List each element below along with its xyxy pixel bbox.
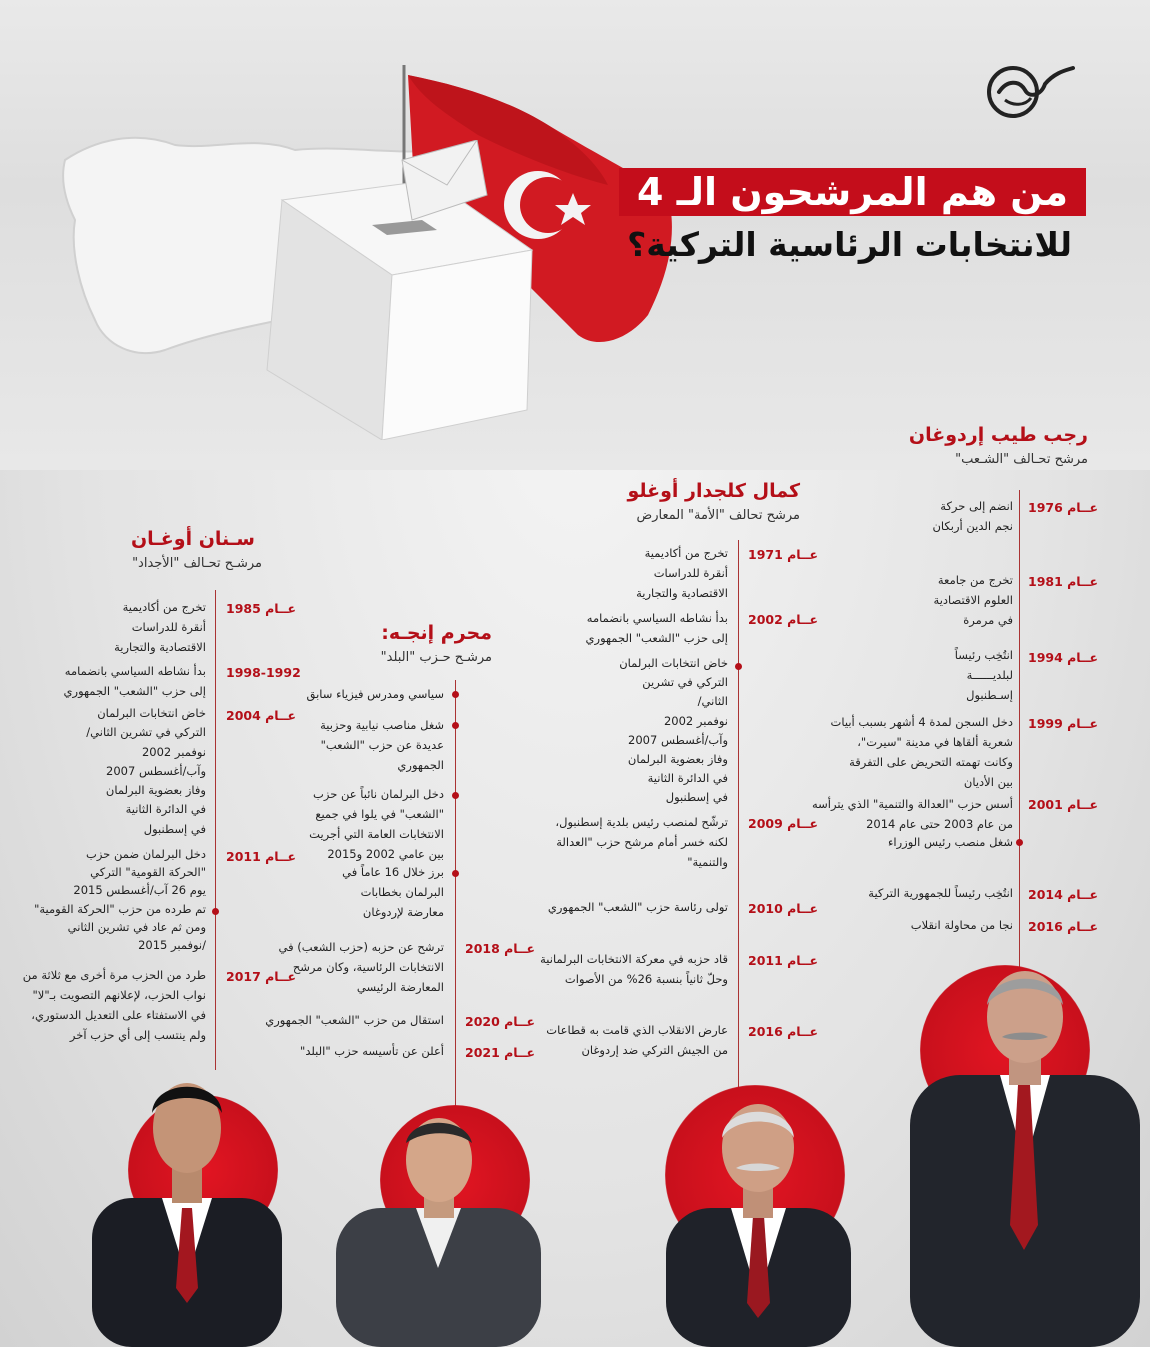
timeline-line-erdogan <box>1019 490 1020 970</box>
ballot-box <box>262 140 542 440</box>
timeline-line-ogan <box>215 590 216 1070</box>
timeline-year: عــام 2020 <box>465 1014 536 1029</box>
timeline-event: بدأ نشاطه السياسي بانضمامه إلى حزب "الشعب" الجمهوري <box>585 611 728 645</box>
timeline-event: برز خلال 16 عاماً في البرلمان بخطابات معارضة لإردوغان <box>342 865 444 919</box>
timeline-year: عــام 1985 <box>226 601 297 616</box>
timeline-year: عــام 1994 <box>1028 650 1099 665</box>
timeline-event: خاض انتخابات البرلمان التركي في تشرين الثاني/ نوفمبر 2002 وآب/أغسطس 2007 وفاز بعضوية البرلمان في الدائرة الثانية في إسطنبول <box>86 706 206 836</box>
timeline-year: عــام 2001 <box>1028 797 1099 812</box>
timeline-event: ترشّح لمنصب رئيس بلدية إسطنبول، لكنه خسر أمام مرشح حزب "العدالة والتنمية" <box>555 815 728 869</box>
portrait-ogan <box>92 1068 282 1347</box>
timeline-line-ince <box>455 680 456 1110</box>
timeline-year: عــام 2014 <box>1028 887 1099 902</box>
timeline-event: دخل البرلمان ضمن حزب "الحركة القومية" التركي يوم 26 آب/أغسطس 2015 <box>73 847 206 897</box>
timeline-dot <box>452 870 459 877</box>
timeline-year: عــام 2021 <box>465 1045 536 1060</box>
timeline-year: عــام 2002 <box>748 612 819 627</box>
timeline-year: عــام 1971 <box>748 547 819 562</box>
timeline-event: دخل السجن لمدة 4 أشهر بسبب أبيات شعرية ألقاها في مدينة "سيرت"، وكانت تهمته التحريض على التفرقة بين الأديان <box>830 715 1013 789</box>
timeline-event: تخرج من جامعة العلوم الاقتصادية في مرمرة <box>933 573 1013 627</box>
timeline-event: انتُخِب رئيساً للجمهورية التركية <box>868 886 1013 900</box>
timeline-event: دخل البرلمان نائباً عن حزب "الشعب" في يلوا في جميع الانتخابات العامة التي أجريت بين عامي 2002 و2015 <box>309 787 444 861</box>
timeline-event: ترشح عن حزبه (حزب الشعب) في الانتخابات الرئاسية، وكان مرشح المعارضة الرئيسي <box>278 940 444 994</box>
timeline-dot <box>735 663 742 670</box>
candidate-name-ince: محرم إنجـه: <box>381 622 492 644</box>
timeline-year: عــام 2017 <box>226 969 297 984</box>
timeline-dot <box>1016 839 1023 846</box>
timeline-event: نجا من محاولة انقلاب <box>910 918 1013 932</box>
candidate-subtitle-kilicdaroglu: مرشح تحالف "الأمة" المعارض <box>636 508 800 523</box>
timeline-year: عــام 1976 <box>1028 500 1099 515</box>
timeline-year: عــام 2011 <box>226 849 297 864</box>
timeline-event: انتُخِب رئيساً لبلديــــــة إسـطنبول <box>954 648 1013 702</box>
timeline-event: استقال من حزب "الشعب" الجمهوري <box>265 1013 444 1027</box>
timeline-event: شغل مناصب نيابية وحزبية عديدة عن حزب "الشعب" الجمهوري <box>320 718 444 772</box>
timeline-event: انضم إلى حركة نجم الدين أربكان <box>932 499 1013 533</box>
page-title: من هم المرشحون الـ 4 <box>619 168 1086 216</box>
candidate-subtitle-ince: مرشـح حـزب "البلد" <box>380 650 492 665</box>
timeline-event: عارض الانقلاب الذي قامت به قطاعات من الجيش التركي ضد إردوغان <box>546 1023 728 1057</box>
timeline-event: تخرج من أكاديمية أنقرة للدراسات الاقتصادية والتجارية <box>636 546 728 600</box>
timeline-dot <box>212 908 219 915</box>
portrait-kilicdaroglu <box>666 1098 851 1347</box>
portrait-erdogan <box>910 965 1140 1347</box>
timeline-event: قاد حزبه في معركة الانتخابات البرلمانية وحلّ ثانياً بنسبة 26% من الأصوات <box>540 952 728 986</box>
timeline-event: شغل منصب رئيس الوزراء <box>888 835 1013 849</box>
timeline-event: تولى رئاسة حزب "الشعب" الجمهوري <box>547 900 728 914</box>
timeline-year: عــام 1981 <box>1028 574 1099 589</box>
timeline-event: تم طرده من حزب "الحركة القومية" ومن ثم عاد في تشرين الثاني /نوفمبر 2015 <box>34 902 206 952</box>
timeline-dot <box>452 722 459 729</box>
candidate-name-erdogan: رجب طيب إردوغان <box>908 424 1088 446</box>
timeline-year: عــام 2016 <box>1028 919 1099 934</box>
al-mayadeen-logo <box>985 62 1075 122</box>
timeline-year: عــام 2011 <box>748 953 819 968</box>
timeline-event: سياسي ومدرس فيزياء سابق <box>306 687 444 701</box>
timeline-year: عــام 2016 <box>748 1024 819 1039</box>
timeline-line-kilicdaroglu <box>738 540 739 1100</box>
candidate-name-ogan: سـنان أوغـان <box>130 528 255 550</box>
timeline-event: بدأ نشاطه السياسي بانضمامه إلى حزب "الشعب" الجمهوري <box>63 664 206 698</box>
timeline-dot <box>452 691 459 698</box>
timeline-event: أسس حزب "العدالة والتنمية" الذي يترأسه من عام 2003 حتى عام 2014 <box>811 797 1013 831</box>
timeline-year: عــام 2009 <box>748 816 819 831</box>
timeline-year: عــام 2010 <box>748 901 819 916</box>
timeline-event: أعلن عن تأسيسه حزب "البلد" <box>300 1044 444 1058</box>
timeline-event: تخرج من أكاديمية أنقرة للدراسات الاقتصادية والتجارية <box>114 600 206 654</box>
page-subtitle: للانتخابات الرئاسية التركية؟ <box>627 225 1072 264</box>
timeline-year: عــام 2004 <box>226 708 297 723</box>
timeline-year: عــام 2018 <box>465 941 536 956</box>
timeline-event: خاض انتخابات البرلمان التركي في تشرين الثاني/ نوفمبر 2002 وآب/أغسطس 2007 وفاز بعضوية البرلمان في الدائرة الثانية في إسطنبول <box>619 656 728 805</box>
timeline-event: طرد من الحزب مرة أخرى مع ثلاثة من نواب الحزب، لإعلانهم التصويت بـ"لا" في الاستفتاء على التعديل الدستوري، ولم ينتسب إلى أي حزب آخر <box>22 968 206 1042</box>
candidate-name-kilicdaroglu: كمال كلجدار أوغلو <box>627 480 800 502</box>
candidate-subtitle-erdogan: مرشح تحـالف "الشـعب" <box>955 452 1088 467</box>
timeline-year: 1998-1992 <box>226 665 301 680</box>
portrait-ince <box>336 1108 541 1347</box>
candidate-subtitle-ogan: مرشـح تحـالف "الأجداد" <box>132 556 262 571</box>
timeline-dot <box>452 792 459 799</box>
timeline-year: عــام 1999 <box>1028 716 1099 731</box>
